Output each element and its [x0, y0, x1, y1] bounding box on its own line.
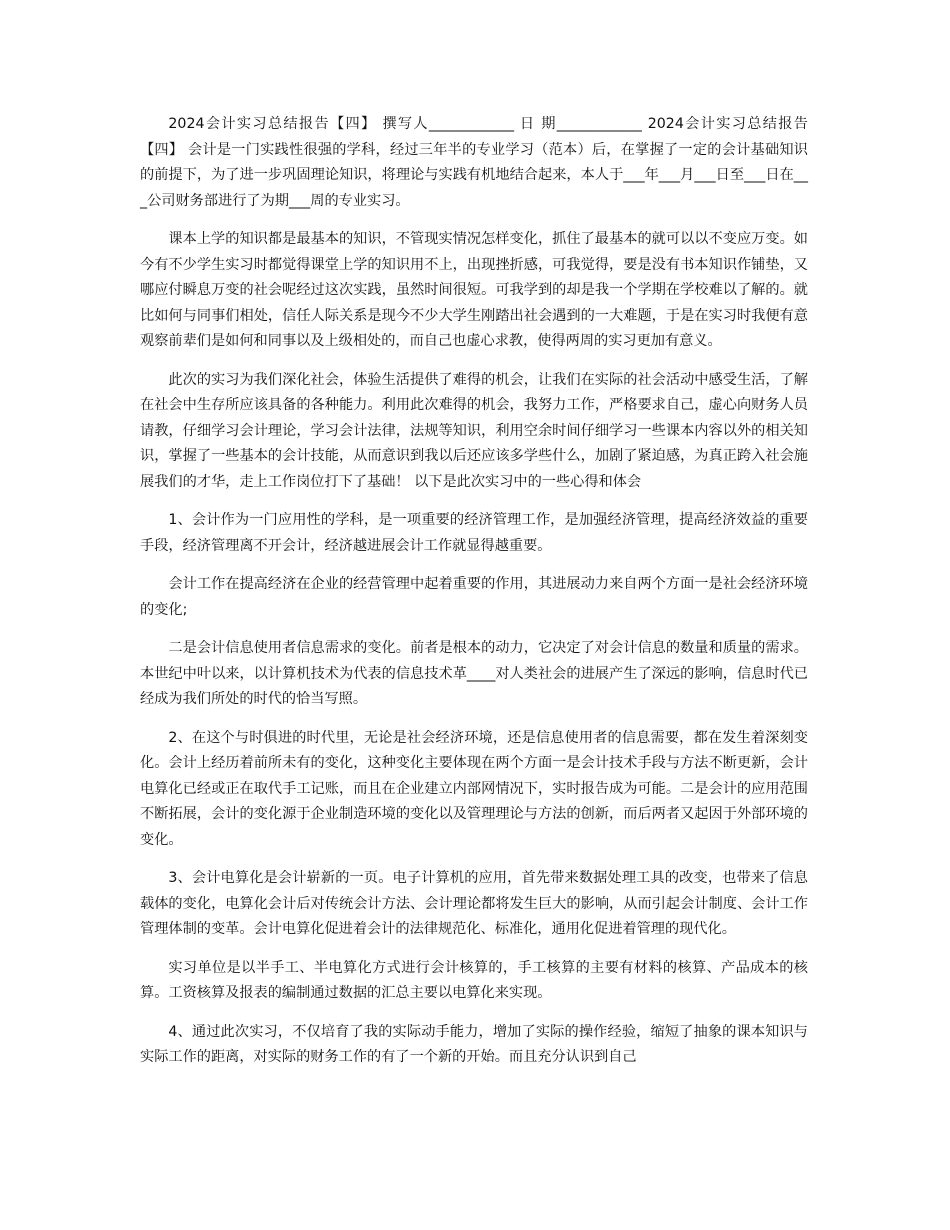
paragraph-intro: 2024会计实习总结报告【四】 撰写人____________ 日 期____________ 2024会计实习总结报告【四】 会计是一门实践性很强的学科，经过三年半的专业学习（范本）后，在掌握了一定的会计基础知识的前提下，为了进一步巩固理论知识，将理论与实践有机地结合起来，本人于___年___月___日至___日在___公司财务部进行了为期___周的专业实习。: [140, 116, 808, 209]
document-page: [140, 112, 808, 1084]
paragraph-internship-opportunity: 此次的实习为我们深化社会，体验生活提供了难得的机会，让我们在实际的社会活动中感受生活，了解在社会中生存所应该具备的各种能力。利用此次难得的机会，我努力工作，严格要求自己，虚心向财务人员请教，仔细学习会计理论，学习会计法律，法规等知识，利用空余时间仔细学习一些课本内容以外的相关知识，掌握了一些基本的会计技能，从而意识到我以后还应该多学些什么，加剧了紧迫感，为真正跨入社会施展我们的才华，走上工作岗位打下了基础！ 以下是此次实习中的一些心得和体会: [140, 371, 808, 490]
paragraph-internship-unit: 实习单位是以半手工、半电算化方式进行会计核算的，手工核算的主要有材料的核算、产品成本的核算。工资核算及报表的编制通过数据的汇总主要以电算化来实现。: [140, 959, 808, 1001]
paragraph-information-demand: 二是会计信息使用者信息需求的变化。前者是根本的动力，它决定了对会计信息的数量和质量的需求。本世纪中叶以来，以计算机技术为代表的信息技术革____对人类社会的进展产生了深远的影响，信息时代已经成为我们所处的时代的恰当写照。: [140, 640, 808, 707]
paragraph-point-1: 1、会计作为一门应用性的学科，是一项重要的经济管理工作，是加强经济管理，提高经济效益的重要手段，经济管理离不开会计，经济越进展会计工作就显得越重要。: [140, 512, 808, 554]
paragraph-point-2: 2、在这个与时俱进的时代里，无论是社会经济环境，还是信息使用者的信息需要，都在发生着深刻变化。会计上经历着前所未有的变化，这种变化主要体现在两个方面一是会计技术手段与方法不断更新，会计电算化已经或正在取代手工记账，而且在企业建立内部网情况下，实时报告成为可能。二是会计的应用范围不断拓展，会计的变化源于企业制造环境的变化以及管理理论与方法的创新，而后两者又起因于外部环境的变化。: [140, 729, 808, 848]
paragraph-driving-forces: 会计工作在提高经济在企业的经营管理中起着重要的作用，其进展动力来自两个方面一是社会经济环境的变化;: [140, 576, 808, 618]
paragraph-point-3: 3、会计电算化是会计崭新的一页。电子计算机的应用，首先带来数据处理工具的改变，也带来了信息载体的变化，电算化会计后对传统会计方法、会计理论都将发生巨大的影响，从而引起会计制度、会计工作管理体制的变革。会计电算化促进着会计的法律规范化、标准化，通用化促进着管理的现代化。: [140, 870, 808, 937]
paragraph-textbook-knowledge: 课本上学的知识都是最基本的知识，不管现实情况怎样变化，抓住了最基本的就可以以不变应万变。如今有不少学生实习时都觉得课堂上学的知识用不上，出现挫折感，可我觉得，要是没有书本知识作铺垫，又哪应付瞬息万变的社会呢经过这次实践，虽然时间很短。可我学到的却是我一个学期在学校难以了解的。就比如何与同事们相处，信任人际关系是现今不少大学生刚踏出社会遇到的一大难题，于是在实习时我便有意观察前辈们是如何和同事以及上级相处的，而自己也虚心求教，使得两周的实习更加有意义。: [140, 231, 808, 349]
paragraph-point-4: 4、通过此次实习，不仅培育了我的实际动手能力，增加了实际的操作经验，缩短了抽象的课本知识与实际工作的距离，对实际的财务工作的有了一个新的开始。而且充分认识到自己: [140, 1023, 808, 1065]
